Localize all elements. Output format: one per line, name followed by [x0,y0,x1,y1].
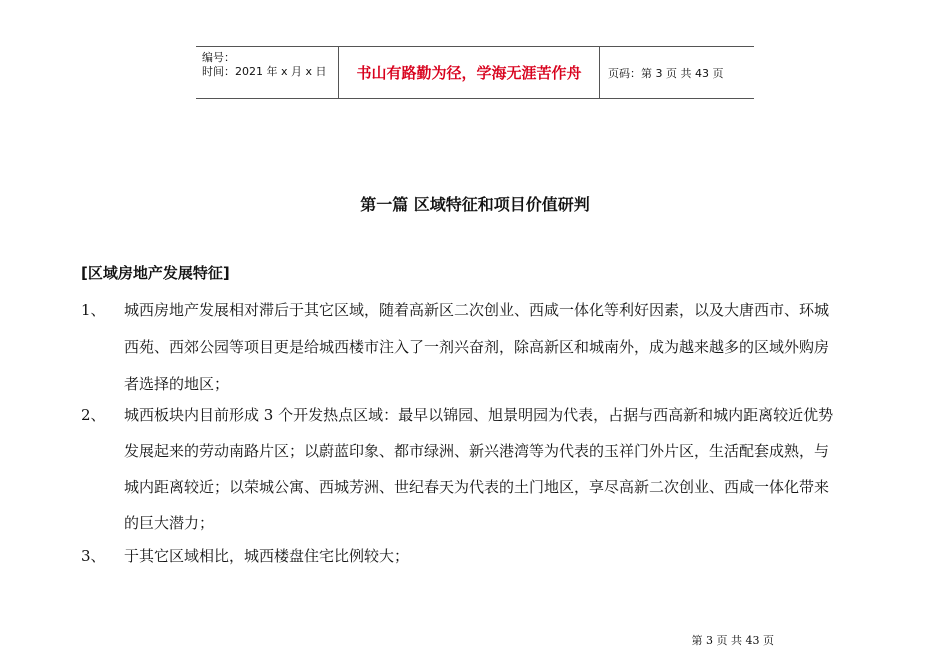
header-number-label: 编号： [202,51,235,64]
header-meta [196,47,338,98]
list-item-number: 2、 [81,406,106,424]
list-item-number: 1、 [81,301,106,319]
list-item-line: 发展起来的劳动南路片区；以蔚蓝印象、都市绿洲、新兴港湾等为代表的玉祥门外片区，生活配套成熟，与 [124,442,830,460]
list-item-line: 城西房地产发展相对滞后于其它区域，随着高新区二次创业、西咸一体化等利好因素，以及大唐西市、环城 [124,301,830,319]
list-item-line: 西苑、西郊公园等项目更是给城西楼市注入了一剂兴奋剂，除高新区和城南外，成为越来越多的区域外购房 [124,338,830,356]
list-item-line: 的巨大潜力； [124,514,215,532]
section-heading: [区域房地产发展特征] [81,264,230,282]
header-time-label: 时间：2021 年 x 月 x 日 [202,65,327,78]
list-item-line: 者选择的地区； [124,375,230,393]
list-item-number: 3、 [81,547,106,565]
list-item-line: 城西板块内目前形成 3 个开发热点区域：最早以锦园、旭景明园为代表，占据与西高新和城内距离较近优势 [124,406,834,424]
header-motto: 书山有路勤为径，学海无涯苦作舟 [338,47,600,98]
header-page-info: 页码：第 3 页 共 43 页 [608,66,724,80]
page-footer: 第 3 页 共 43 页 [691,634,774,647]
page-header [196,46,754,99]
page-title: 第一篇 区域特征和项目价值研判 [360,195,590,214]
list-item-line: 于其它区域相比，城西楼盘住宅比例较大； [124,547,410,565]
list-item-line: 城内距离较近；以荣城公寓、西城芳洲、世纪春天为代表的土门地区，享尽高新二次创业、西咸一体化带来 [124,478,830,496]
